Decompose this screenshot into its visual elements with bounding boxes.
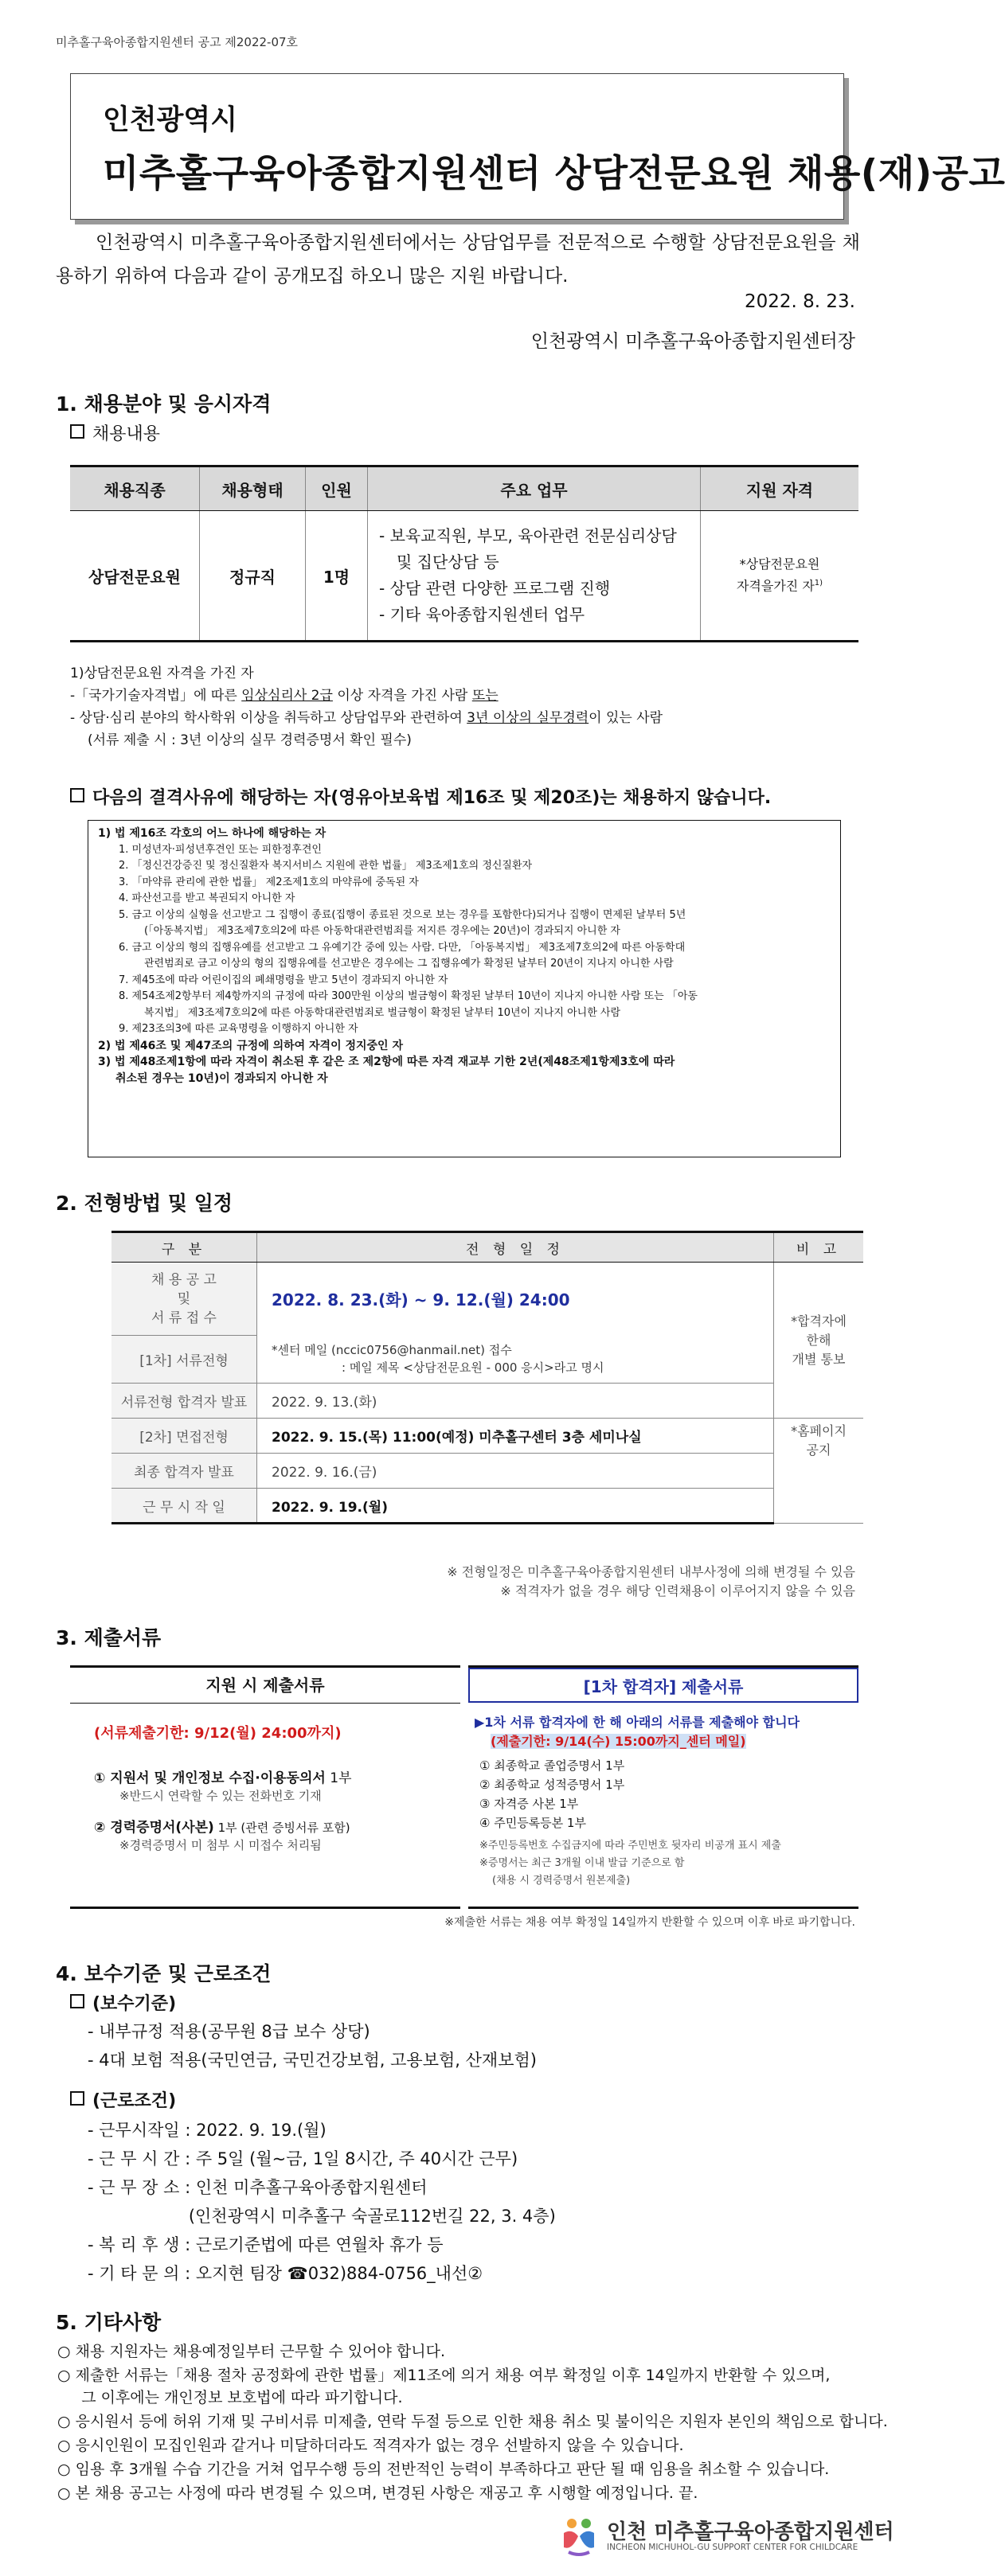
misc-item: ○ 본 채용 공고는 사정에 따라 변경될 수 있으며, 변경된 사항은 재공고 후 시행할 예정입니다. 끝. — [57, 2484, 698, 2502]
cond-head-text: (근로조건) — [92, 2091, 177, 2111]
r-deadline-c: _센터 메일) — [679, 1734, 746, 1749]
section1-sub — [70, 420, 160, 445]
job-qualification — [701, 511, 859, 642]
qualification-footnote — [70, 662, 663, 751]
qual-footnote-mark: 1) — [814, 579, 823, 588]
disqualification-heading — [70, 784, 771, 809]
list-item: ② 최종학교 성적증명서 1부 — [479, 1778, 625, 1792]
fn-a2: 임상심리사 2급 — [241, 688, 333, 704]
pay-item: - 내부규정 적용(공무원 8급 보수 상당) — [88, 2022, 370, 2041]
l2: ② 경력증명서(사본) — [94, 1820, 214, 1836]
schedule-header — [111, 1232, 863, 1263]
logo-korean-name: 인천 미추홀구육아종합지원센터 — [607, 2520, 894, 2544]
condition-item: - 복 리 후 생 : 근로기준법에 따른 연월차 휴가 등 — [88, 2235, 444, 2254]
documents-left — [70, 1665, 460, 1909]
notice-number: 미추홀구육아종합지원센터 공고 제2022-07호 — [56, 35, 299, 49]
schedule-note-1: ※ 전형일정은 미추홀구육아종합지원센터 내부사정에 의해 변경될 수 있음 — [447, 1564, 855, 1579]
table-row — [111, 1489, 863, 1524]
left-deadline — [94, 1722, 342, 1743]
title-line2: 미추홀구육아종합지원센터 상담전문요원 채용(재)공고 — [103, 152, 1005, 196]
condition-item: (인천광역시 미추홀구 숙골로112번길 22, 3. 4층) — [88, 2207, 556, 2226]
condition-item: - 근 무 시 간 : 주 5일 (월~금, 1일 8시간, 주 40시간 근무) — [88, 2149, 518, 2168]
disq-item: 9. 제23조의3에 따른 교육명령을 이행하지 아니한 자 — [119, 1023, 358, 1035]
right-instruction: ▶1차 서류 합격자에 한 해 아래의 서류를 제출해야 합니다 — [475, 1715, 800, 1730]
disq-h3b: 취소된 경우는 10년)이 경과되지 아니한 자 — [115, 1071, 328, 1085]
table-row — [111, 1419, 863, 1454]
disq-h1: 1) 법 제16조 각호의 어느 하나에 해당하는 자 — [98, 827, 327, 840]
center-logo — [557, 2512, 894, 2560]
row-label: 서류전형 합격자 발표 — [111, 1384, 257, 1419]
condition-item: - 근 무 장 소 : 인천 미추홀구육아종합지원센터 — [88, 2178, 428, 2197]
l1: ① 지원서 및 개인정보 수집·이용동의서 — [94, 1770, 326, 1786]
fn-b1: - 상담·심리 분야의 학사학위 이상을 취득하고 상담업무와 관련하여 — [70, 710, 467, 726]
misc-item: ○ 임용 후 3개월 수습 기간을 거쳐 업무수행 등의 전반적인 능력이 부족하다고 판단 될 때 임용을 취소할 수 있습니다. — [57, 2461, 830, 2478]
right-note-2: ※증명서는 최근 3개월 이내 발급 기준으로 함 — [479, 1857, 685, 1869]
left-item-2 — [94, 1816, 350, 1836]
notice-signer: 인천광역시 미추홀구육아종합지원센터장 — [530, 331, 855, 352]
r-deadline-a: (제출기한: — [491, 1734, 556, 1749]
disq-item: 6. 금고 이상의 형의 집행유예를 선고받고 그 유예기간 중에 있는 사람. 다만, 「아동복지법」 제3조제7호의2에 따른 아동학대 — [119, 941, 686, 954]
pay-head-text: (보수기준) — [92, 1994, 177, 2014]
disq-item: 4. 파산선고를 받고 복권되지 아니한 자 — [119, 892, 295, 904]
table-row — [111, 1384, 863, 1419]
section3-title: 3. 제출서류 — [56, 1626, 162, 1649]
list-item: ④ 주민등록등본 1부 — [479, 1816, 586, 1830]
documents-return-note: ※제출한 서류는 채용 여부 확정일 14일까지 반환할 수 있으며 이후 바로 파기합니다. — [444, 1916, 855, 1929]
section2-title: 2. 전형방법 및 일정 — [56, 1192, 233, 1215]
left-item-1 — [94, 1766, 352, 1786]
left-item-2-note: ※경력증명서 미 첨부 시 미접수 처리됨 — [119, 1838, 322, 1852]
disq-head-text: 다음의 결격사유에 해당하는 자(영유아보육법 제16조 및 제20조)는 채용하지 않습니다. — [92, 788, 772, 808]
job-name: 상담전문요원 — [70, 511, 200, 642]
row-schedule: 2022. 9. 16.(금) — [257, 1454, 774, 1489]
disq-item: 1. 미성년자·피성년후견인 또는 피한정후견인 — [119, 843, 322, 856]
intro-paragraph: 인천광역시 미추홀구육아종합지원센터에서는 상담업무를 전문적으로 수행할 상담전문요원을 채용하기 위하여 다음과 같이 공개모집 하오니 많은 지원 바랍니다. — [56, 232, 860, 287]
job-table-header — [70, 466, 858, 511]
list-item: ③ 자격증 사본 1부 — [479, 1797, 579, 1811]
th-category: 구 분 — [111, 1232, 257, 1263]
deadline-a: (서류제출기한: — [94, 1725, 195, 1742]
misc-item: 그 이후에는 개인정보 보호법에 따라 파기합니다. — [57, 2389, 403, 2406]
disq-h3a: 3) 법 제48조제1항에 따라 자격이 취소된 후 같은 조 제2항에 따른 자격 재교부 기한 2년(제48조제1항제3호에 따라 — [98, 1056, 675, 1068]
notice-date: 2022. 8. 23. — [745, 291, 855, 312]
footnote-head: 1)상담전문요원 자격을 가진 자 — [70, 665, 254, 681]
section5-title: 5. 기타사항 — [56, 2311, 162, 2334]
row-schedule: 2022. 9. 19.(월) — [257, 1489, 774, 1524]
table-row — [70, 511, 858, 642]
remark-notify: *합격자에 한해 개별 통보 — [774, 1263, 864, 1419]
mail-subject-line: : 메일 제목 <상담전문요원 - 000 응시>라고 명시 — [342, 1360, 604, 1376]
row-label: [1차] 서류전형 — [111, 1336, 257, 1384]
th-duties: 주요 업무 — [368, 466, 701, 511]
disq-item: 8. 제54조제2항부터 제4항까지의 규정에 따라 300만원 이상의 벌금형이 확정된 날부터 10년이 지나지 아니한 사람 또는 「아동 — [119, 990, 698, 1002]
disq-item: 7. 제45조에 따라 어린이집의 폐쇄명령을 받고 5년이 경과되지 아니한 자 — [119, 974, 448, 986]
deadline-c: ) — [334, 1725, 342, 1742]
documents-panel — [70, 1665, 858, 1904]
table-row — [111, 1454, 863, 1489]
disqualification-box — [88, 820, 841, 1157]
right-note-1: ※주민등록번호 수집금지에 따라 주민번호 뒷자리 비공개 표시 제출 — [479, 1840, 781, 1852]
misc-item: ○ 응시인원이 모집인원과 같거나 미달하더라도 적격자가 없는 경우 선발하지 않을 수 있습니다. — [57, 2437, 684, 2454]
duty-item: - 보육교직원, 부모, 육아관련 전문심리상담 — [379, 526, 677, 545]
right-deadline — [491, 1731, 746, 1750]
condition-item: - 기 타 문 의 : 오지현 팀장 ☎032)884-0756_내선② — [88, 2264, 483, 2283]
fn-a1: -「국가기술자격법」에 따른 — [70, 688, 242, 704]
misc-item: ○ 제출한 서류는「채용 절차 공정화에 관한 법률」제11조에 의거 채용 여부 확정일 이후 14일까지 반환할 수 있으며, — [57, 2367, 831, 2384]
disq-item: 관련범죄로 금고 이상의 형의 집행유예를 선고받은 경우에는 그 집행유예가 확정된 날부터 20년이 지나지 아니한 사람 — [144, 958, 674, 970]
th-remarks: 비 고 — [774, 1232, 864, 1263]
documents-right — [468, 1665, 858, 1909]
footnote-line-b — [70, 707, 663, 729]
list-item: ① 최종학교 졸업증명서 1부 — [479, 1758, 625, 1773]
l2s: 1부 (관련 증빙서류 포함) — [213, 1821, 350, 1835]
remark-homepage: *홈페이지 공지 — [774, 1419, 864, 1524]
section4-title: 4. 보수기준 및 근로조건 — [56, 1962, 272, 1985]
center-logo-icon — [557, 2516, 600, 2557]
disq-item: 복지법」 제3조제7호의2에 따른 아동학대관련범죄로 벌금형이 확정된 날부터 10년이 지나지 아니한 사람 — [144, 1006, 620, 1019]
disq-item: 5. 금고 이상의 실형을 선고받고 그 집행이 종료(집행이 종료된 것으로 보는 경우를 포함한다)되거나 집행이 면제된 날부터 5년 — [119, 908, 686, 921]
right-header: [1차 합격자] 제출서류 — [468, 1668, 858, 1703]
qual-line1: *상담전문요원 — [739, 556, 820, 572]
section1-sub-label: 채용내용 — [92, 424, 161, 444]
disq-item: (「아동복지법」 제3조제7호의2에 따른 아동학대관련범죄를 저지른 경우에는 20년)이 경과되지 아니한 자 — [144, 925, 620, 937]
fn-b3: 이 있는 사람 — [589, 710, 663, 726]
job-count: 1명 — [306, 511, 368, 642]
fn-a4: 또는 — [471, 688, 499, 704]
checkbox-icon — [70, 424, 84, 439]
job-type: 정규직 — [200, 511, 306, 642]
table-row — [111, 1263, 863, 1336]
schedule-note-2: ※ 적격자가 없을 경우 해당 인력채용이 이루어지지 않을 수 있음 — [500, 1583, 855, 1598]
footnote-line-a — [70, 685, 663, 707]
th-qual: 지원 자격 — [701, 466, 859, 511]
checkbox-icon — [70, 788, 84, 802]
disq-item: 3. 「마약류 관리에 관한 법률」 제2조제1호의 마약류에 중독된 자 — [119, 876, 419, 888]
th-schedule: 전 형 일 정 — [257, 1232, 774, 1263]
table-row — [111, 1336, 863, 1384]
l1s: 1부 — [325, 1770, 352, 1786]
row-schedule — [257, 1336, 774, 1384]
r-deadline-b: 9/14(수) 15:00까지 — [555, 1734, 680, 1749]
row-label: 근 무 시 작 일 — [111, 1489, 257, 1524]
footnote-line-c: (서류 제출 시 : 3년 이상의 실무 경력증명서 확인 필수) — [88, 732, 412, 748]
fn-b2: 3년 이상의 실무경력 — [467, 710, 589, 726]
deadline-b: 9/12(월) 24:00까지 — [194, 1725, 335, 1742]
section1-title: 1. 채용분야 및 응시자격 — [56, 392, 272, 416]
qual-line2-text: 자격을가진 자 — [736, 578, 815, 594]
job-duties — [368, 511, 701, 642]
row-label: 최종 합격자 발표 — [111, 1454, 257, 1489]
disq-item: 2. 「정신건강증진 및 정신질환자 복지서비스 지원에 관한 법률」 제3조제1호의 정신질환자 — [119, 860, 533, 872]
checkbox-icon — [70, 2091, 84, 2106]
duty-item: - 상담 관련 다양한 프로그램 진행 — [379, 579, 611, 598]
logo-english-name: INCHEON MICHUHOL-GU SUPPORT CENTER FOR CHILDCARE — [607, 2543, 858, 2552]
apply-period: 2022. 8. 23.(화) ~ 9. 12.(월) 24:00 — [272, 1290, 570, 1310]
schedule-table — [111, 1231, 863, 1524]
th-job: 채용직종 — [70, 466, 200, 511]
fn-a3: 이상 자격을 가진 사람 — [332, 688, 472, 704]
disq-h2: 2) 법 제46조 및 제47조의 규정에 의하여 자격이 정지중인 자 — [98, 1039, 403, 1052]
mail-line: *센터 메일 (nccic0756@hanmail.net) 접수 — [272, 1343, 512, 1358]
misc-item: ○ 채용 지원자는 채용예정일부터 근무할 수 있어야 합니다. — [57, 2343, 446, 2360]
row-schedule — [257, 1263, 774, 1336]
misc-item: ○ 응시원서 등에 허위 기재 및 구비서류 미제출, 연락 두절 등으로 인한 채용 취소 및 불이익은 지원자 본인의 책임으로 합니다. — [57, 2413, 888, 2430]
checkbox-icon — [70, 1994, 84, 2008]
row-label: [2차] 면접전형 — [111, 1419, 257, 1454]
title-line1: 인천광역시 — [103, 104, 238, 136]
pay-heading — [70, 1990, 176, 2015]
left-header: 지원 시 제출서류 — [70, 1668, 460, 1704]
duty-item: 및 집단상담 등 — [397, 552, 499, 572]
condition-item: - 근무시작일 : 2022. 9. 19.(월) — [88, 2121, 327, 2140]
conditions-heading — [70, 2087, 176, 2112]
job-table — [70, 465, 858, 642]
left-item-1-note: ※반드시 연락할 수 있는 전화번호 기재 — [119, 1789, 322, 1803]
row-schedule: 2022. 9. 13.(화) — [257, 1384, 774, 1419]
qual-line2 — [702, 574, 858, 595]
duty-item: - 기타 육아종합지원센터 업무 — [379, 605, 585, 624]
pay-item: - 4대 보험 적용(국민연금, 국민건강보험, 고용보험, 산재보험) — [88, 2051, 537, 2070]
right-note-3: (채용 시 경력증명서 원본제출) — [492, 1875, 631, 1887]
row-schedule: 2022. 9. 15.(목) 11:00(예정) 미추홀구센터 3층 세미나실 — [257, 1419, 774, 1454]
th-type: 채용형태 — [200, 466, 306, 511]
title-box — [70, 73, 1005, 220]
th-count: 인원 — [306, 466, 368, 511]
row-label: 채 용 공 고 및 서 류 접 수 — [111, 1263, 257, 1336]
